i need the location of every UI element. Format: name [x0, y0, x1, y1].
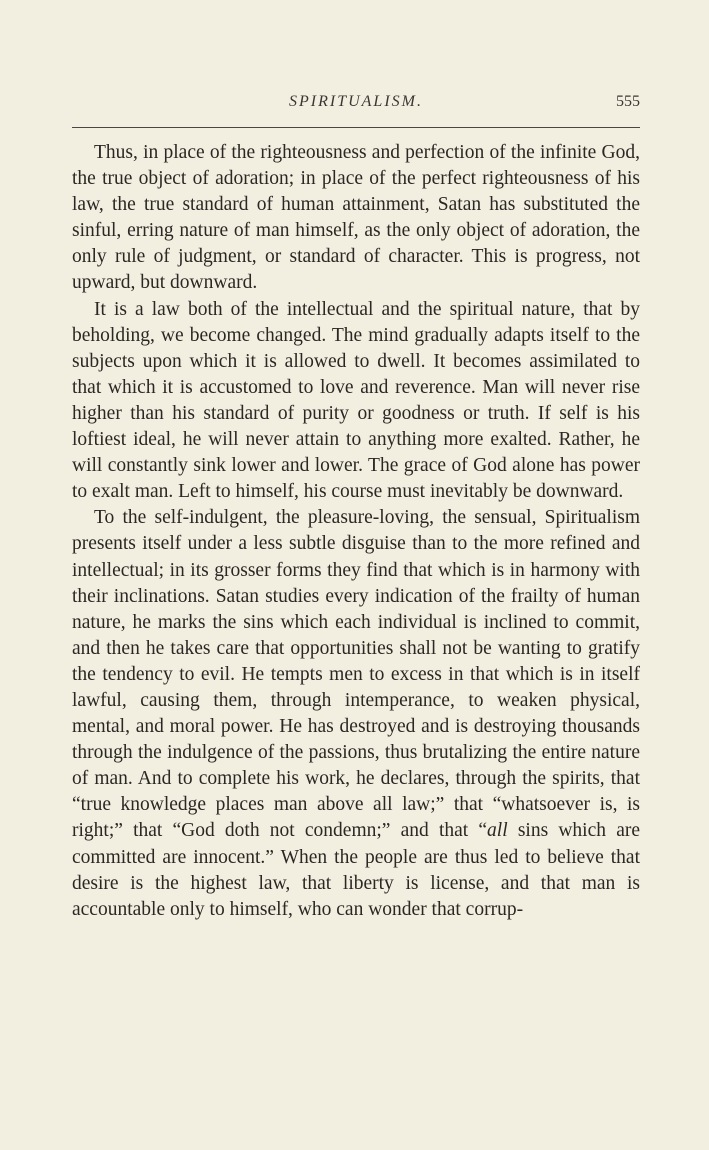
page-header	[72, 93, 640, 117]
header-rule	[72, 127, 640, 128]
paragraph-2: It is a law both of the intellectual and the spiritual nature, that by beholding, we become changed. The mind gradually adapts itself to the subjects upon which it is allowed to dwell. It becomes assimilated to that which it is accustomed to love and reverence. Man will never rise higher than his standard of purity or goodness or truth. If self is his loftiest ideal, he will never attain to anything more exalted. Rather, he will constantly sink lower and lower. The grace of God alone has power to exalt man. Left to himself, his course must inevitably be downward.	[72, 298, 640, 503]
paragraph-3-emphasis: all	[487, 820, 508, 842]
paragraph-1: Thus, in place of the righteousness and perfection of the infinite God, the true object of adoration; in place of the perfect righteousness of his law, the true standard of human attainment, Satan has substituted the sinful, erring nature of man himself, as the only object of adoration, the only rule of judgment, or standard of character. This is progress, not upward, but downward.	[72, 142, 640, 294]
paragraph-3	[72, 505, 640, 923]
paragraph-3-part-2: sins which are committed are innocent.” When the people are thus led to believe that desire is the highest law, that liberty is license, and that man is accountable only to himself, who can wonder that corrup-	[72, 820, 640, 920]
page-number: 555	[616, 93, 640, 110]
body-text	[72, 140, 640, 923]
running-title: SPIRITUALISM.	[289, 93, 423, 110]
paragraph-3-part-1: To the self-indulgent, the pleasure-loving, the sensual, Spiritualism presents itself under a less subtle disguise than to the more refined and intellectual; in its grosser forms they find that which is in harmony with their inclinations. Satan studies every indication of the frailty of human nature, he marks the sins which each individual is inclined to commit, and then he takes care that opportunities shall not be wanting to gratify the tendency to evil. He tempts men to excess in that which is in itself lawful, causing them, through intemperance, to weaken physical, mental, and moral power. He has destroyed and is destroying thousands through the indulgence of the passions, thus brutalizing the entire nature of man. And to complete his work, he declares, through the spirits, that “true knowledge places man above all law;” that “whatsoever is, is right;” that “God doth not condemn;” and that “	[72, 507, 640, 842]
